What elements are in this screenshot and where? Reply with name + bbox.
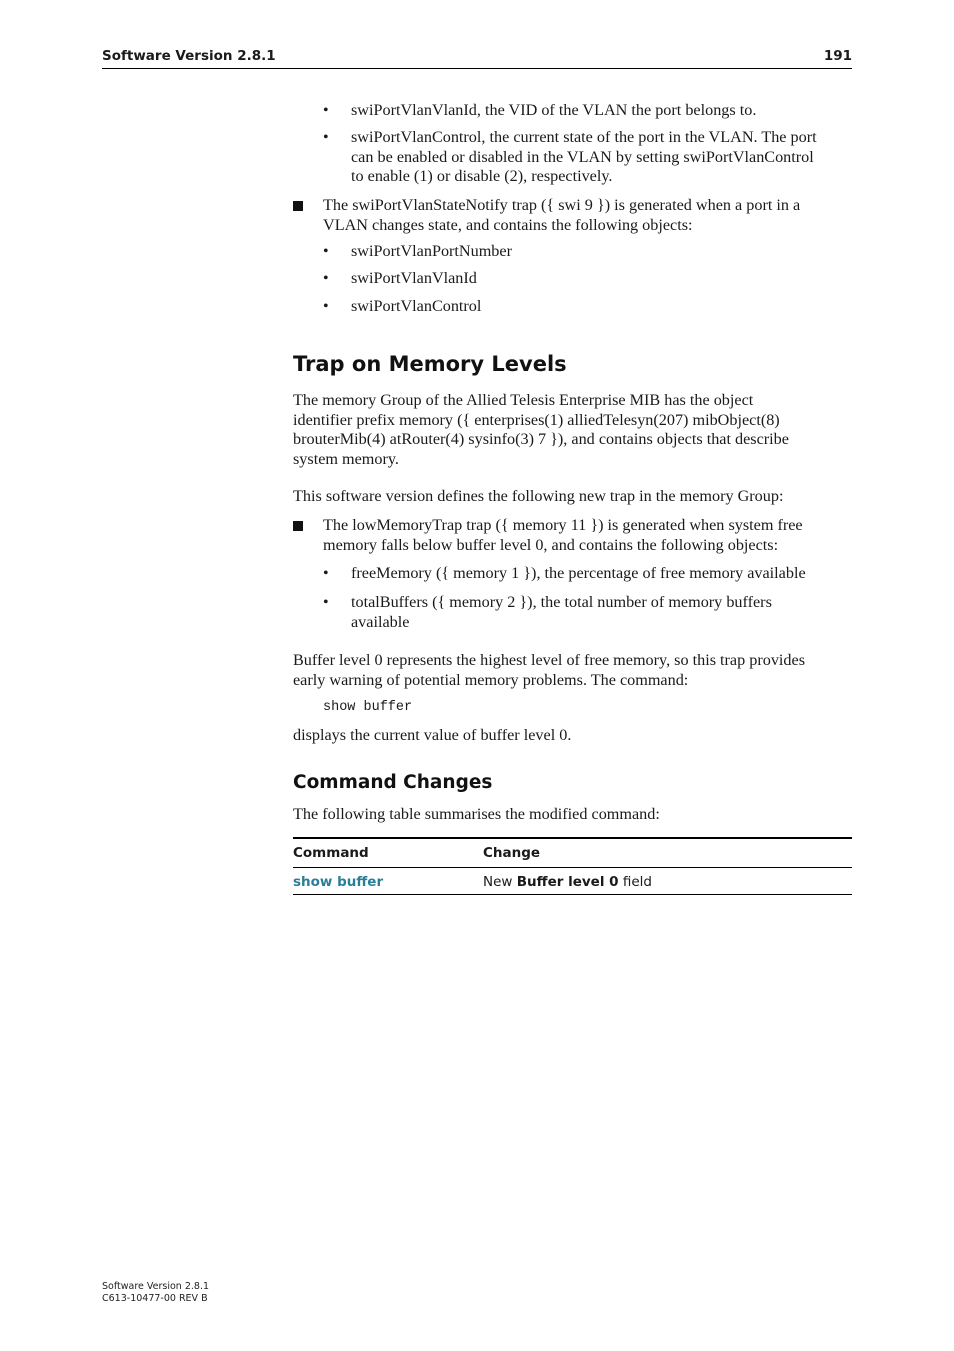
memory-group-paragraph	[293, 391, 789, 469]
table-header-row	[293, 839, 852, 868]
change-cell	[483, 874, 652, 890]
change-suffix: field	[618, 874, 652, 890]
header-version: Software Version 2.8.1	[102, 48, 276, 64]
change-field-name: Buffer level 0	[516, 874, 619, 890]
square-bullet	[293, 201, 303, 211]
bullet-dot: •	[323, 243, 329, 260]
bullet-dot: •	[323, 594, 329, 611]
text-line: swiPortVlanVlanId, the VID of the VLAN the port belongs to.	[351, 101, 757, 119]
object-item: swiPortVlanControl	[351, 297, 482, 315]
page-header	[102, 48, 852, 69]
text-line: available	[351, 612, 410, 631]
change-prefix: New	[483, 874, 517, 890]
text-line: can be enabled or disabled in the VLAN by setting swiPortVlanControl	[351, 147, 814, 166]
text-line: memory falls below buffer level 0, and contains the following objects:	[323, 535, 779, 554]
trap-lowmemory	[323, 516, 803, 555]
bullet-dot: •	[323, 298, 329, 315]
buffer-level-paragraph	[293, 651, 805, 690]
bullet-dot: •	[323, 270, 329, 287]
footer-docid: C613-10477-00 REV B	[102, 1292, 208, 1304]
bullet-dot: •	[323, 102, 329, 119]
text-line: VLAN changes state, and contains the following objects:	[323, 215, 693, 234]
code-command: show buffer	[323, 700, 413, 715]
table-row	[293, 868, 852, 895]
displays-paragraph: displays the current value of buffer level 0.	[293, 726, 572, 744]
text-line: swiPortVlanControl, the current state of the port in the VLAN. The port	[351, 128, 817, 146]
table-intro: The following table summarises the modified command:	[293, 805, 660, 823]
square-bullet	[293, 521, 303, 531]
trap-statenotify	[323, 196, 800, 235]
text-line: system memory.	[293, 449, 399, 468]
bullet-vlancontrol	[351, 128, 817, 187]
bullet-vlanid	[351, 101, 756, 121]
footer-version: Software Version 2.8.1	[102, 1281, 210, 1292]
text-line: identifier prefix memory ({ enterprises(1) alliedTelesyn(207) mibObject(8)	[293, 410, 780, 429]
show-buffer-link[interactable]: show buffer	[293, 874, 384, 890]
text-line: The memory Group of the Allied Telesis Enterprise MIB has the object	[293, 391, 754, 409]
text-line: Buffer level 0 represents the highest level of free memory, so this trap provides	[293, 651, 805, 669]
page-footer	[102, 1281, 209, 1304]
text-line: to enable (1) or disable (2), respectively.	[351, 167, 613, 186]
text-line: The lowMemoryTrap trap ({ memory 11 }) is generated when system free	[323, 516, 803, 534]
header-command: Command	[293, 845, 369, 861]
page-number: 191	[823, 48, 852, 64]
section-title-memory: Trap on Memory Levels	[293, 352, 567, 376]
section-title-command-changes: Command Changes	[293, 772, 493, 793]
bullet-dot: •	[323, 129, 329, 146]
text-line: freeMemory ({ memory 1 }), the percentage of free memory available	[351, 564, 806, 582]
text-line: early warning of potential memory problems. The command:	[293, 670, 689, 689]
object-item: swiPortVlanPortNumber	[351, 242, 512, 260]
object-freememory	[351, 564, 806, 584]
text-line: The swiPortVlanStateNotify trap ({ swi 9 }) is generated when a port in a	[323, 196, 801, 214]
header-change: Change	[483, 845, 541, 861]
object-totalbuffers	[351, 593, 772, 632]
bullet-dot: •	[323, 565, 329, 582]
object-item: swiPortVlanVlanId	[351, 269, 477, 287]
text-line: totalBuffers ({ memory 2 }), the total number of memory buffers	[351, 593, 772, 611]
new-trap-paragraph: This software version defines the following new trap in the memory Group:	[293, 487, 784, 505]
text-line: brouterMib(4) atRouter(4) sysinfo(3) 7 }), and contains objects that describe	[293, 430, 789, 449]
command-table	[293, 837, 852, 895]
